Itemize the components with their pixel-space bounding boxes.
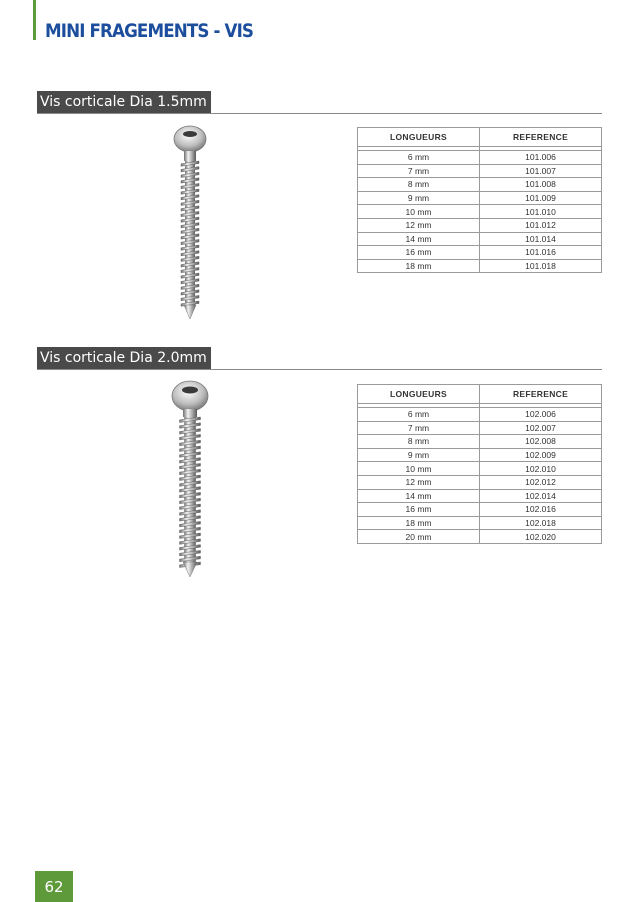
length-cell: 7 mm — [358, 164, 480, 178]
reference-cell: 102.020 — [480, 530, 602, 544]
table-row — [358, 246, 602, 260]
table-header-row — [358, 128, 602, 147]
screw-image-1 — [168, 125, 212, 321]
table-row — [358, 435, 602, 449]
length-cell: 6 mm — [358, 151, 480, 165]
reference-cell: 102.006 — [480, 408, 602, 422]
reference-cell: 102.016 — [480, 503, 602, 517]
reference-cell: 102.010 — [480, 462, 602, 476]
length-cell: 14 mm — [358, 489, 480, 503]
length-cell: 10 mm — [358, 462, 480, 476]
table-row — [358, 259, 602, 273]
table-header-row — [358, 385, 602, 404]
reference-cell: 102.018 — [480, 516, 602, 530]
reference-cell: 101.012 — [480, 218, 602, 232]
page-title: MINI FRAGEMENTS - VIS — [45, 20, 254, 42]
page-number: 62 — [35, 871, 73, 902]
table-row — [358, 408, 602, 422]
column-header-reference: REFERENCE — [480, 128, 602, 147]
length-cell: 12 mm — [358, 475, 480, 489]
table-row — [358, 218, 602, 232]
length-cell: 14 mm — [358, 232, 480, 246]
column-header-longueurs: LONGUEURS — [358, 128, 480, 147]
length-cell: 16 mm — [358, 246, 480, 260]
table-row — [358, 421, 602, 435]
reference-cell: 102.009 — [480, 448, 602, 462]
length-cell: 9 mm — [358, 448, 480, 462]
spec-table-1 — [357, 127, 602, 273]
reference-cell: 101.010 — [480, 205, 602, 219]
length-cell: 12 mm — [358, 218, 480, 232]
spec-table-2 — [357, 384, 602, 544]
length-cell: 10 mm — [358, 205, 480, 219]
reference-cell: 102.012 — [480, 475, 602, 489]
length-cell: 8 mm — [358, 178, 480, 192]
section-header-1 — [37, 91, 211, 113]
length-cell: 20 mm — [358, 530, 480, 544]
table-row — [358, 516, 602, 530]
table-row — [358, 151, 602, 165]
table-row — [358, 489, 602, 503]
section-title-1: Vis corticale Dia 1.5mm — [37, 91, 211, 113]
length-cell: 8 mm — [358, 435, 480, 449]
reference-cell: 101.018 — [480, 259, 602, 273]
length-cell: 6 mm — [358, 408, 480, 422]
length-cell: 16 mm — [358, 503, 480, 517]
table-row — [358, 164, 602, 178]
table-row — [358, 462, 602, 476]
table-row — [358, 232, 602, 246]
column-header-reference: REFERENCE — [480, 385, 602, 404]
table-row — [358, 178, 602, 192]
table-row — [358, 503, 602, 517]
column-header-longueurs: LONGUEURS — [358, 385, 480, 404]
section-title-2: Vis corticale Dia 2.0mm — [37, 347, 211, 369]
reference-cell: 101.014 — [480, 232, 602, 246]
section-divider-1 — [37, 113, 602, 114]
length-cell: 18 mm — [358, 259, 480, 273]
reference-cell: 101.007 — [480, 164, 602, 178]
reference-cell: 101.016 — [480, 246, 602, 260]
section-divider-2 — [37, 369, 602, 370]
reference-cell: 102.014 — [480, 489, 602, 503]
section-header-2 — [37, 347, 211, 369]
length-cell: 9 mm — [358, 191, 480, 205]
reference-cell: 101.008 — [480, 178, 602, 192]
table-row — [358, 191, 602, 205]
length-cell: 7 mm — [358, 421, 480, 435]
header-accent-bar — [33, 0, 36, 40]
reference-cell: 101.006 — [480, 151, 602, 165]
reference-cell: 102.007 — [480, 421, 602, 435]
length-cell: 18 mm — [358, 516, 480, 530]
table-row — [358, 530, 602, 544]
reference-cell: 101.009 — [480, 191, 602, 205]
table-row — [358, 205, 602, 219]
reference-cell: 102.008 — [480, 435, 602, 449]
table-row — [358, 448, 602, 462]
table-row — [358, 475, 602, 489]
screw-image-2 — [166, 380, 214, 578]
